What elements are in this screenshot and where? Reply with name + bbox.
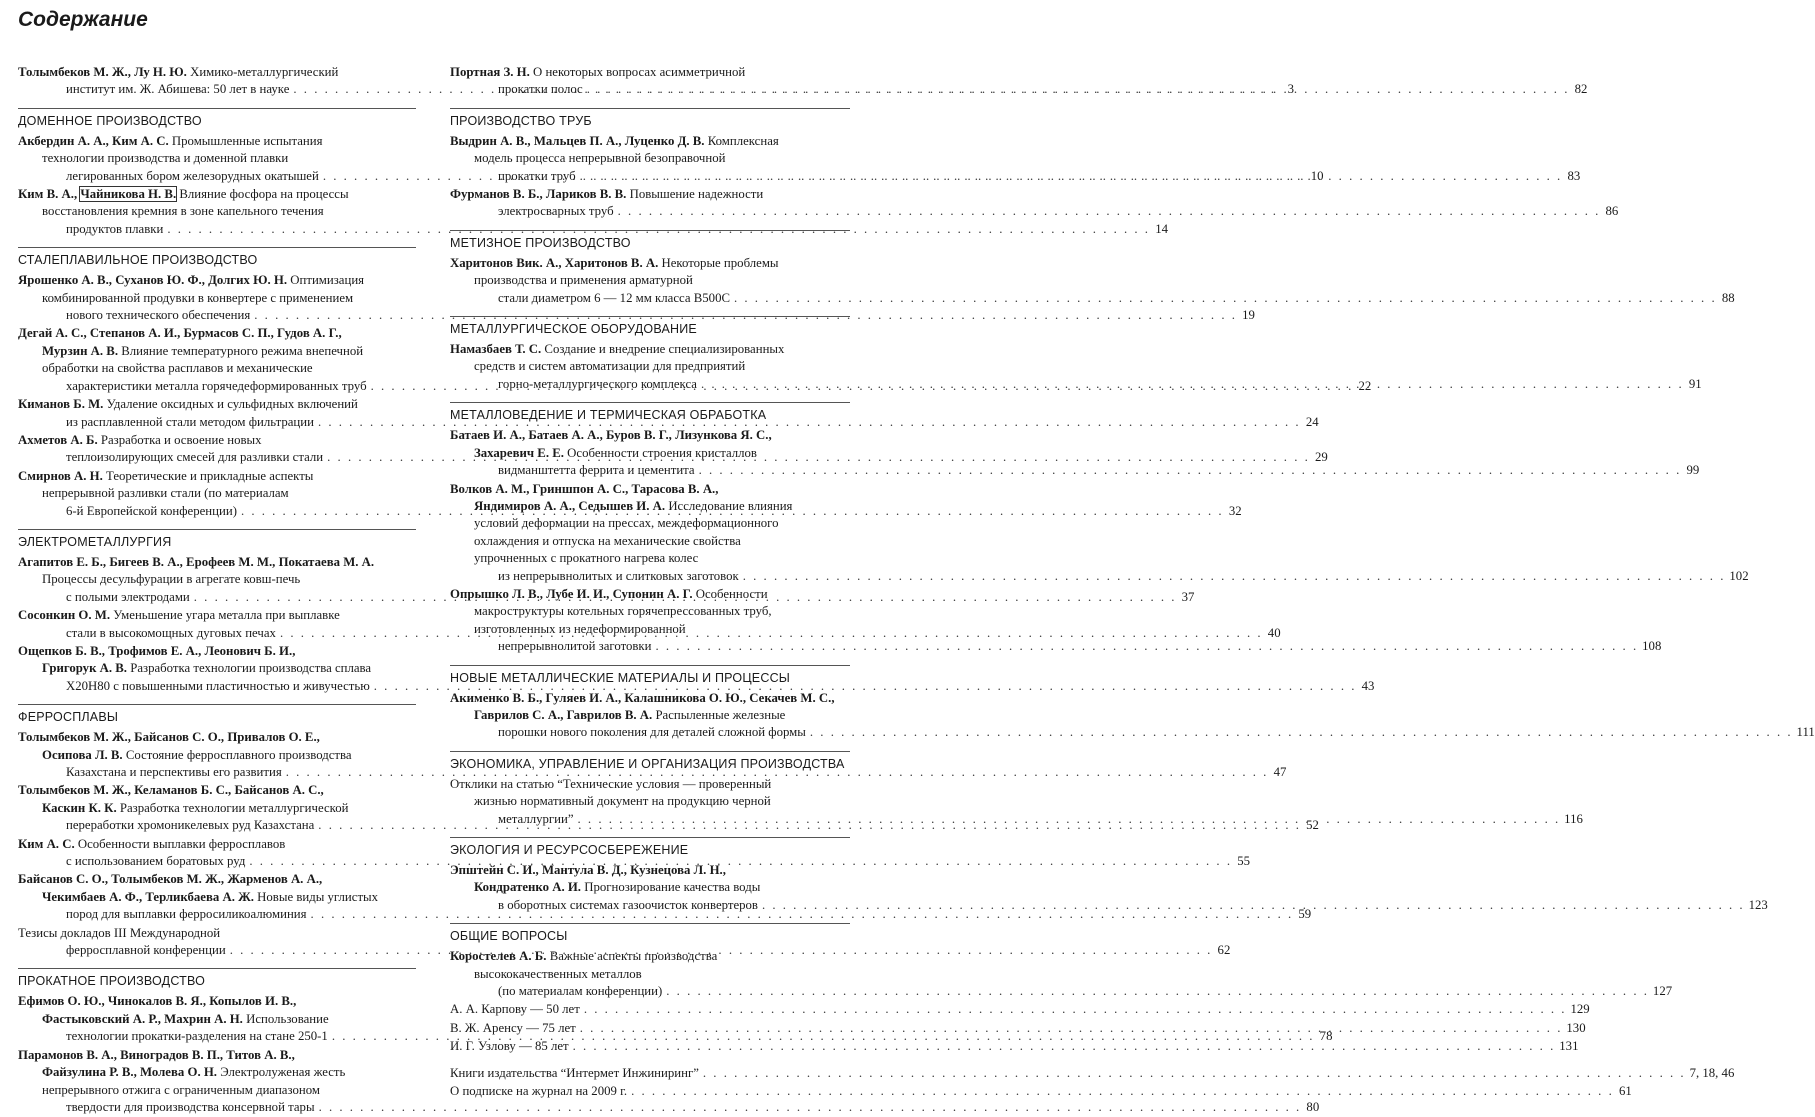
- toc-line: [450, 427, 850, 444]
- page-number: 99: [1686, 463, 1700, 478]
- page-number: 22: [1358, 378, 1372, 393]
- toc-line: [474, 272, 850, 289]
- toc-line: [474, 150, 850, 167]
- toc-line: [42, 1099, 1320, 1116]
- section-heading: ПРОКАТНОЕ ПРОИЗВОДСТВО: [18, 968, 416, 990]
- dot-leader: [703, 1065, 1686, 1082]
- entry-title: продуктов плавки: [66, 221, 164, 236]
- page-number: 52: [1306, 818, 1319, 833]
- entry-authors: Яндимиров А. А., Седышев И. А.: [474, 498, 666, 513]
- entry-authors: Каскин К. К.: [42, 800, 117, 815]
- entry-title: Химико-металлургический: [190, 65, 339, 79]
- toc-line: [18, 432, 416, 449]
- entry-title: непрерывной разливки стали (по материалам: [42, 486, 289, 501]
- toc-line: [42, 485, 416, 502]
- section-heading: ДОМЕННОЕ ПРОИЗВОДСТВО: [18, 108, 416, 130]
- entry-authors-highlighted: Чайникова Н. В.: [80, 187, 177, 202]
- entry-authors: Агапитов Е. Б., Бигеев В. А., Ерофеев М. М., Покатаева М. А.: [18, 554, 375, 569]
- entry-title: комбинированной продувки в конвертере с применением: [42, 290, 354, 305]
- entry-title: Распыленные железные: [655, 707, 786, 722]
- page-number: 82: [1574, 82, 1588, 97]
- section-heading: МЕТАЛЛУРГИЧЕСКОЕ ОБОРУДОВАНИЕ: [450, 316, 850, 338]
- entry-title: упрочненных с прокатного нагрева колес: [474, 551, 699, 566]
- section-heading: МЕТИЗНОЕ ПРОИЗВОДСТВО: [450, 230, 850, 252]
- entry-authors: Дегай А. С., Степанов А. И., Бурмасов С. П., Гудов А. Г.,: [18, 326, 342, 341]
- entry-title: Тезисы докладов III Международной: [18, 925, 221, 940]
- entry-title: Особенности: [695, 586, 768, 601]
- page-number: 37: [1181, 589, 1195, 604]
- entry-title: из непрерывнолитых и слитковых заготовок: [498, 568, 739, 583]
- toc-line: [42, 150, 416, 167]
- entry-authors: Ким В. А.,: [18, 187, 78, 202]
- page-number: 127: [1652, 984, 1673, 999]
- page-number: 14: [1155, 221, 1168, 236]
- page-number: 29: [1315, 450, 1328, 465]
- page-number: 116: [1564, 811, 1583, 826]
- page-number: 3: [1287, 82, 1295, 97]
- toc-line: [474, 966, 850, 983]
- toc-line: [42, 307, 1255, 324]
- toc-line: [474, 533, 850, 550]
- page-number: 86: [1605, 204, 1619, 219]
- page-number: 62: [1217, 943, 1231, 958]
- dot-leader: [734, 290, 1717, 307]
- dot-leader: [580, 168, 1563, 185]
- toc-line: [42, 221, 1168, 238]
- toc-line: [18, 272, 416, 289]
- entry-authors: Опрышко Л. В., Лубе И. И., Супонин А. Г.: [450, 586, 693, 601]
- entry-authors: Коростелев А. Б.: [450, 949, 547, 964]
- toc-line: [18, 643, 416, 660]
- entry-title: Разработка технологии металлургической: [119, 800, 349, 815]
- toc-line: [474, 462, 1700, 479]
- entry-authors: Батаев И. А., Батаев А. А., Буров В. Г., Лизункова Я. С.,: [450, 428, 772, 443]
- toc-line: [450, 862, 850, 879]
- toc-line: [18, 64, 416, 81]
- entry-title: 6-й Европейской конференции): [66, 503, 237, 518]
- dot-leader: [656, 638, 1639, 655]
- entry-title: пород для выплавки ферросиликоалюминия: [66, 907, 307, 922]
- page-number: 59: [1298, 907, 1312, 922]
- entry-title: с полыми электродами: [66, 589, 190, 604]
- toc-line: [42, 889, 416, 906]
- toc-line: [42, 1064, 416, 1081]
- entry-title: Х20Н80 с повышенными пластичностью и живучестью: [66, 678, 370, 693]
- section-heading: СТАЛЕПЛАВИЛЬНОЕ ПРОИЗВОДСТВО: [18, 247, 416, 269]
- page-number: 108: [1642, 639, 1662, 654]
- toc-line: [474, 983, 1673, 1000]
- toc-line: [42, 571, 416, 588]
- entry-title: легированных бором железорудных окатышей: [66, 168, 319, 183]
- toc-line: [42, 203, 416, 220]
- toc-line: [18, 396, 416, 413]
- entry-title: Использование: [246, 1011, 329, 1026]
- entry-title: Влияние фосфора на процессы: [179, 187, 349, 202]
- dot-leader: [631, 1083, 1614, 1100]
- entry-title: макроструктуры котельных горячепрессованных труб,: [474, 604, 772, 619]
- toc-line: [42, 747, 416, 764]
- entry-title: изготовленных из недеформированной: [474, 621, 686, 636]
- page-number: 88: [1721, 290, 1735, 305]
- toc-line: [18, 133, 416, 150]
- entry-authors: Гаврилов С. А., Гаврилов В. А.: [474, 707, 653, 722]
- entry-title: Комплексная: [707, 133, 779, 148]
- section-heading: ОБЩИЕ ВОПРОСЫ: [450, 923, 850, 945]
- page-number: 80: [1306, 1099, 1320, 1114]
- toc-line: [450, 690, 850, 707]
- entry-authors: Акименко В. Б., Гуляев И. А., Калашникова О. Ю., Секачев М. С.,: [450, 690, 835, 705]
- entry-authors: Толымбеков М. Ж., Лу Н. Ю.: [18, 65, 187, 79]
- entry-authors: Чекимбаев А. Ф., Терликбаева А. Ж.: [42, 889, 254, 904]
- entry-title: А. А. Карпову — 50 лет: [450, 1002, 580, 1017]
- toc-line: [18, 1047, 416, 1064]
- toc-line: [42, 660, 416, 677]
- toc-entry: [450, 64, 1588, 99]
- page-number: 61: [1618, 1084, 1632, 1099]
- entry-title: технологии прокатки-разделения на стане 250-1: [66, 1029, 328, 1044]
- toc-line: [450, 586, 850, 603]
- toc-line: [474, 707, 850, 724]
- dot-leader: [762, 897, 1745, 914]
- entry-title: высококачественных металлов: [474, 966, 642, 981]
- entry-authors: Ахметов А. Б.: [18, 432, 98, 447]
- toc-line: [450, 64, 850, 81]
- page-number: 32: [1228, 503, 1242, 518]
- toc-entry: [450, 1065, 1735, 1082]
- entry-title: Некоторые проблемы: [661, 255, 779, 270]
- entry-title: электросварных труб: [498, 204, 614, 219]
- page-number: 55: [1237, 854, 1251, 869]
- toc-line: [18, 325, 416, 342]
- page-title: Содержание: [18, 8, 148, 31]
- entry-title: переработки хромоникелевых руд Казахстана: [66, 818, 315, 833]
- entry-authors: Волков А. М., Гриншпон А. С., Тарасова В. А.,: [450, 481, 719, 496]
- toc-line: [42, 360, 416, 377]
- entry-title: (по материалам конференции): [498, 984, 663, 999]
- toc-line: [450, 255, 850, 272]
- toc-line: [42, 290, 416, 307]
- dot-leader: [666, 983, 1649, 1000]
- toc-line: [450, 948, 850, 965]
- toc-line: [18, 925, 416, 942]
- dot-leader: [584, 1001, 1567, 1018]
- entry-title: из расплавленной стали методом фильтрации: [66, 414, 314, 429]
- entry-title: теплоизолирующих смесей для разливки стали: [66, 450, 324, 465]
- dot-leader: [580, 1020, 1563, 1037]
- entry-authors: Фастыковский А. Р., Махрин А. Н.: [42, 1011, 243, 1026]
- entry-authors: Ким А. С.: [18, 836, 75, 851]
- entry-title: технологии производства и доменной плавки: [42, 151, 289, 166]
- toc-line: [18, 729, 416, 746]
- entry-title: И. Г. Узлову — 85 лет: [450, 1039, 569, 1054]
- toc-line: [474, 793, 850, 810]
- dot-leader: [743, 568, 1726, 585]
- page-number: 130: [1566, 1020, 1586, 1035]
- entry-title: Разработка технологии производства сплава: [130, 661, 372, 676]
- dot-leader: [587, 81, 1570, 98]
- entry-title: Создание и внедрение специализированных: [544, 342, 785, 357]
- section-heading: ЭКОНОМИКА, УПРАВЛЕНИЕ И ОРГАНИЗАЦИЯ ПРОИЗВОДСТВА: [450, 751, 850, 773]
- entry-title: Процессы десульфурации в агрегате ковш-печь: [42, 572, 301, 587]
- page-number: 19: [1242, 308, 1255, 323]
- section-heading: ЭЛЕКТРОМЕТАЛЛУРГИЯ: [18, 529, 416, 551]
- entry-title: модель процесса непрерывной безоправочной: [474, 151, 726, 166]
- toc-line: [474, 203, 1619, 220]
- toc-line: [474, 638, 1662, 655]
- page-number: 40: [1267, 625, 1281, 640]
- entry-title: Отклики на статью “Технические условия — проверенный: [450, 776, 772, 791]
- toc-line: [42, 1028, 1333, 1045]
- toc-line: [18, 186, 416, 203]
- entry-authors: Эпштейн С. И., Мантула В. Д., Кузнецова Л. Н.,: [450, 863, 726, 877]
- entry-title: стали в высокомощных дуговых печах: [66, 625, 276, 640]
- toc-line: [42, 764, 1287, 781]
- entry-title: В. Ж. Аренсу — 75 лет: [450, 1020, 576, 1035]
- toc-line: [450, 341, 850, 358]
- entry-title: горно-металлургического комплекса: [498, 376, 697, 391]
- entry-authors: Толымбеков М. Ж., Келаманов Б. С., Байсанов А. С.,: [18, 783, 324, 798]
- entry-title: обработки на свойства расплавов и механические: [42, 361, 313, 376]
- page-number: 102: [1729, 568, 1749, 583]
- entry-title: институт им. Ж. Абишева: 50 лет в науке: [66, 82, 290, 97]
- toc-line: [474, 621, 850, 638]
- dot-leader: [573, 1038, 1556, 1055]
- entry-authors: Киманов Б. М.: [18, 397, 104, 412]
- entry-title: средств и систем автоматизации для предприятий: [474, 359, 746, 374]
- section-heading: ЭКОЛОГИЯ И РЕСУРСОСБЕРЕЖЕНИЕ: [450, 837, 850, 859]
- page-number: 43: [1361, 678, 1375, 693]
- toc-line: [18, 993, 416, 1010]
- page-number: 91: [1688, 376, 1702, 391]
- entry-title: Теоретические и прикладные аспекты: [106, 468, 314, 483]
- entry-title: производства и применения арматурной: [474, 273, 693, 288]
- entry-title: непрерывнолитой заготовки: [498, 639, 652, 654]
- dot-leader: [578, 811, 1561, 828]
- toc-line: [474, 550, 850, 567]
- entry-title: О некоторых вопросах асимметричной: [533, 65, 746, 79]
- entry-title: Промышленные испытания: [171, 133, 323, 148]
- entry-title: Состояние ферросплавного производства: [125, 747, 352, 762]
- entry-authors: Ефимов О. Ю., Чинокалов В. Я., Копылов И. В.,: [18, 994, 297, 1009]
- toc-line: [474, 603, 850, 620]
- toc-line: [450, 1065, 1735, 1082]
- entry-title: жизнью нормативный документ на продукцию черной: [474, 794, 771, 809]
- toc-line: [474, 568, 1749, 585]
- entry-title: Особенности выплавки ферросплавов: [77, 836, 286, 851]
- toc-entry: [450, 1038, 1579, 1055]
- toc-line: [18, 836, 416, 853]
- section-heading: ФЕРРОСПЛАВЫ: [18, 704, 416, 726]
- entry-title: нового технического обеспечения: [66, 308, 251, 323]
- entry-title: Особенности строения кристаллов: [567, 445, 757, 460]
- toc-entry: [450, 690, 1815, 742]
- toc-line: [450, 186, 850, 203]
- toc-entry: [450, 862, 1768, 914]
- entry-authors: Выдрин А. В., Мальцев П. А., Луценко Д. В.: [450, 133, 705, 148]
- toc-line: [18, 607, 416, 624]
- page-number: 7, 18, 46: [1689, 1065, 1735, 1080]
- toc-line: [474, 897, 1768, 914]
- toc-line: [450, 1038, 1579, 1055]
- toc-line: [42, 800, 416, 817]
- entry-title: характеристики металла горячедеформированных труб: [66, 378, 367, 393]
- page-number: 111: [1796, 725, 1815, 740]
- toc-line: [450, 776, 850, 793]
- toc-line: [18, 871, 416, 888]
- page-number: 83: [1567, 168, 1581, 183]
- entry-title: Исследование влияния: [668, 498, 793, 513]
- page-number: 24: [1305, 414, 1319, 429]
- toc-line: [42, 343, 416, 360]
- toc-line: [474, 724, 1815, 741]
- toc-line: [42, 1011, 416, 1028]
- section-heading: НОВЫЕ МЕТАЛЛИЧЕСКИЕ МАТЕРИАЛЫ И ПРОЦЕССЫ: [450, 665, 850, 687]
- entry-title: Прогнозирование качества воды: [584, 880, 761, 895]
- entry-authors: Намазбаев Т. С.: [450, 342, 542, 357]
- toc-entry: [450, 186, 1619, 221]
- entry-title: в оборотных системах газоочисток конвертеров: [498, 897, 758, 912]
- toc-entry: [450, 1001, 1590, 1018]
- entry-title: охлаждения и отпуска на механические свойства: [474, 533, 741, 548]
- entry-title: ферросплавной конференции: [66, 943, 226, 958]
- entry-title: Новые виды углистых: [257, 889, 379, 904]
- entry-title: Повышение надежности: [629, 187, 764, 202]
- toc-line: [450, 481, 850, 498]
- entry-title: порошки нового поколения для деталей сложной формы: [498, 725, 806, 740]
- entry-authors: Парамонов В. А., Виноградов В. П., Титов А. В.,: [18, 1047, 295, 1062]
- entry-title: Оптимизация: [290, 273, 365, 288]
- entry-authors: Мурзин А. В.: [42, 343, 119, 358]
- entry-authors: Осипова Л. В.: [42, 747, 123, 762]
- section-heading: ПРОИЗВОДСТВО ТРУБ: [450, 108, 850, 130]
- entry-title: твердости для производства консервной тары: [66, 1099, 315, 1114]
- toc-line: [42, 1082, 416, 1099]
- entry-title: Влияние температурного режима внепечной: [121, 343, 364, 358]
- toc-line: [474, 498, 850, 515]
- page-number: 131: [1559, 1039, 1579, 1054]
- page-number: 129: [1570, 1002, 1590, 1017]
- entry-title: Книги издательства “Интермет Инжиниринг”: [450, 1065, 699, 1080]
- toc-line: [18, 554, 416, 571]
- entry-title: стали диаметром 6 — 12 мм класса В500С: [498, 290, 730, 305]
- toc-line: [474, 358, 850, 375]
- toc-line: [18, 782, 416, 799]
- entry-title: с использованием боратовых руд: [66, 854, 246, 869]
- toc-line: [450, 1083, 1632, 1100]
- dot-leader: [810, 724, 1793, 741]
- entry-title: Разработка и освоение новых: [100, 432, 262, 447]
- toc-line: [474, 515, 850, 532]
- entry-title: видманштетта феррита и цементита: [498, 463, 695, 478]
- page-number: 47: [1273, 765, 1287, 779]
- page-number: 123: [1748, 897, 1768, 912]
- entry-title: условий деформации на прессах, междеформационного: [474, 516, 779, 531]
- toc-line: [18, 468, 416, 485]
- entry-title: прокатки полос: [498, 82, 583, 97]
- entry-authors: Ярошенко А. В., Суханов Ю. Ф., Долгих Ю. Н.: [18, 273, 288, 288]
- toc-line: [474, 81, 1588, 98]
- toc-line: [474, 445, 850, 462]
- entry-title: Уменьшение угара металла при выплавке: [113, 608, 340, 623]
- entry-title: Важные аспекты производства: [549, 949, 718, 964]
- entry-title: металлургии”: [498, 811, 574, 826]
- entry-authors: Акбердин А. А., Ким А. С.: [18, 133, 169, 148]
- entry-authors: Захаревич Е. Е.: [474, 445, 564, 460]
- toc-line: [42, 906, 1312, 923]
- toc-entry: [450, 255, 1735, 307]
- entry-title: Электролуженая жесть: [220, 1065, 346, 1080]
- entry-authors: Кондратенко А. И.: [474, 880, 582, 895]
- entry-authors: Толымбеков М. Ж., Байсанов С. О., Привалов О. Е.,: [18, 730, 320, 745]
- page-number: 78: [1319, 1029, 1333, 1044]
- toc-line: [474, 290, 1735, 307]
- spacer: [450, 1057, 850, 1065]
- entry-authors: Байсанов С. О., Толымбеков М. Ж., Жарменов А. А.,: [18, 872, 323, 887]
- entry-title: восстановления кремния в зоне капельного течения: [42, 204, 324, 219]
- entry-authors: Сосонкин О. М.: [18, 608, 111, 623]
- toc-line: [474, 879, 850, 896]
- dot-leader: [699, 462, 1682, 479]
- toc-entry: [450, 1083, 1632, 1100]
- entry-title: О подписке на журнал на 2009 г.: [450, 1084, 628, 1099]
- dot-leader: [701, 376, 1684, 393]
- entry-authors: Ощепков Б. В., Трофимов Е. А., Леонович Б. И.,: [18, 643, 296, 658]
- entry-title: Удаление оксидных и сульфидных включений: [106, 397, 358, 412]
- toc-line: [450, 1001, 1590, 1018]
- page-number: 10: [1310, 168, 1324, 183]
- entry-title: непрерывного отжига с ограниченным диапазоном: [42, 1082, 320, 1097]
- entry-authors: Файзулина Р. В., Молева О. Н.: [42, 1065, 218, 1080]
- entry-authors: Портная З. Н.: [450, 65, 530, 79]
- toc-line: [42, 678, 1375, 695]
- toc-line: [450, 133, 850, 150]
- dot-leader: [319, 1099, 1302, 1116]
- entry-authors: Фурманов В. Б., Лариков В. В.: [450, 187, 627, 202]
- entry-title: Казахстана и перспективы его развития: [66, 765, 282, 779]
- entry-authors: Смирнов А. Н.: [18, 468, 103, 483]
- section-heading: МЕТАЛЛОВЕДЕНИЕ И ТЕРМИЧЕСКАЯ ОБРАБОТКА: [450, 402, 850, 424]
- entry-authors: Григорук А. В.: [42, 661, 128, 676]
- entry-title: прокатки труб: [498, 168, 576, 183]
- entry-authors: Харитонов Вик. А., Харитонов В. А.: [450, 255, 659, 270]
- dot-leader: [618, 203, 1601, 220]
